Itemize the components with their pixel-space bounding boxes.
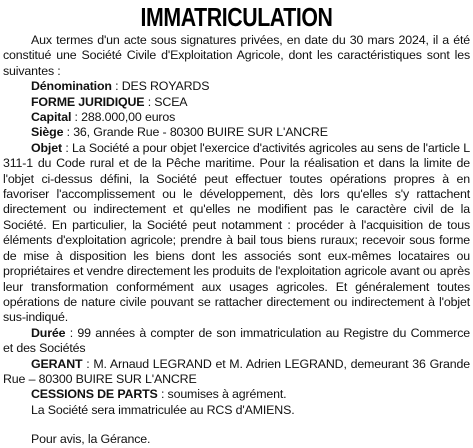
objet-label: Objet (31, 140, 62, 155)
siege-line (3, 125, 470, 140)
capital-value: : 288.000,00 euros (71, 110, 176, 125)
capital-line (3, 110, 470, 125)
notice-title: IMMATRICULATION (140, 2, 333, 32)
denomination-value: : DES ROYARDS (111, 79, 210, 94)
spacer (3, 418, 470, 432)
siege-value: : 36, Grande Rue - 80300 BUIRE SUR L'ANCRE (63, 125, 328, 140)
denomination-line (3, 79, 470, 94)
duree-label: Durée (31, 325, 66, 340)
cessions-label: CESSIONS DE PARTS (31, 387, 158, 402)
duree-value: : 99 années à compter de son immatriculation au Registre du Commerce et des Sociétés (3, 325, 470, 356)
rcs-line: La Société sera immatriculée au RCS d'AMIENS. (31, 402, 295, 417)
cessions-line (3, 387, 470, 402)
capital-label: Capital (31, 110, 72, 125)
gerant-paragraph (3, 357, 470, 388)
notice-body (3, 33, 470, 448)
objet-value: : La Société a pour objet l'exercice d'activités agricoles au sens de l'article L 311-1 du Code rural et de la Pêche maritime. Pour la réalisation et dans la limite de l'objet ci-dessus défini, la Société peut effectuer toutes opérations propres à en favoriser l'accomplissement ou le développement, dès lors qu'elles s'y rattachent directement ou indirectement et qu'elles ne modifient pas le caractère civil de la Société. En particulier, la Société peut notamment : procéder à l'acquisition de tous éléments d'exploitation agricole; prendre à bail tous biens ruraux; recevoir sous forme de mise à disposition les biens dont les associés sont eux-mêmes locataires ou propriétaires et vendre directement les produits de l'exploitation agricole avant ou après leur transformation conformément aux usages agricoles. Et généralement toutes opérations de nature civile pouvant se rattacher directement ou indirectement à l'objet sus-indiqué. (3, 140, 470, 325)
objet-paragraph (3, 141, 470, 326)
cessions-value: : soumises à agrément. (157, 387, 287, 402)
intro-paragraph: Aux termes d'un acte sous signatures privées, en date du 30 mars 2024, il a été constitué une Société Civile d'Exploitation Agricole, dont les caractéristiques sont les suivantes : (3, 33, 470, 78)
forme-juridique-label: FORME JURIDIQUE (31, 94, 145, 109)
denomination-label: Dénomination (31, 79, 112, 94)
forme-juridique-line (3, 95, 470, 110)
duree-paragraph (3, 326, 470, 357)
gerant-value: : M. Arnaud LEGRAND et M. Adrien LEGRAND, demeurant 36 Grande Rue – 80300 BUIRE SUR L'ANCRE (3, 356, 470, 386)
forme-juridique-value: : SCEA (144, 94, 188, 109)
siege-label: Siège (31, 125, 64, 140)
gerant-label: GERANT (31, 356, 83, 371)
signature-line: Pour avis, la Gérance. (31, 432, 151, 447)
